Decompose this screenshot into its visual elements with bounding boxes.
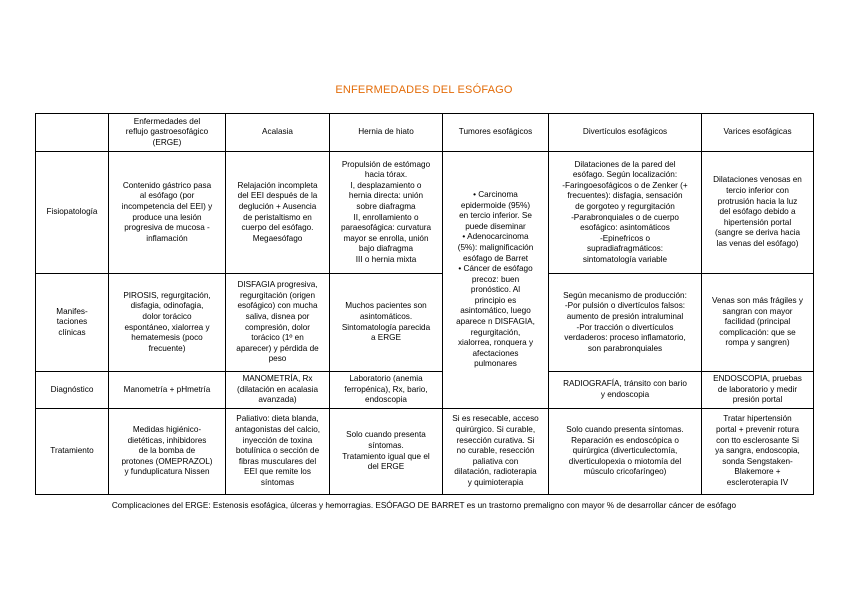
cell-fisio-varices bbox=[702, 152, 814, 274]
header-varices bbox=[702, 114, 814, 152]
cell-line: síntomas. bbox=[368, 440, 404, 450]
cell-line: progresiva de mucosa - bbox=[124, 223, 210, 233]
cell-line: sintomatología variable bbox=[582, 254, 668, 264]
cell-line: pulmonares bbox=[474, 359, 517, 369]
cell-line: Varices esofágicas bbox=[723, 127, 792, 137]
cell-line: III o hernia mixta bbox=[355, 254, 417, 264]
cell-line: Hernia de hiato bbox=[358, 127, 414, 137]
cell-diag-varices bbox=[702, 372, 814, 409]
cell-line: (dilatación en acalasia bbox=[236, 384, 318, 394]
cell-line: cuerpo del esófago. bbox=[241, 223, 314, 233]
cell-line: Según mecanismo de producción: bbox=[563, 290, 687, 300]
cell-line: xialorrea, ronquera y bbox=[457, 338, 534, 348]
cell-line: -Por tracción o divertículos bbox=[576, 322, 674, 332]
cell-line: de peristaltismo en bbox=[243, 212, 312, 222]
cell-line: portal + prevenir rotura bbox=[715, 425, 800, 435]
cell-line: endoscopia bbox=[365, 395, 407, 405]
cell-line: del ERGE bbox=[367, 462, 405, 472]
cell-line: no curable, resección bbox=[456, 446, 535, 456]
row-tratamiento bbox=[36, 409, 814, 495]
cell-line: sobre diafragma bbox=[356, 201, 416, 211]
cell-line: -Por pulsión o divertículos falsos: bbox=[564, 301, 686, 311]
cell-line: y funduplicatura Nissen bbox=[124, 467, 210, 477]
cell-line: ENDOSCOPIA, pruebas bbox=[713, 374, 802, 384]
cell-line: y endoscopia bbox=[600, 390, 650, 399]
cell-manif-acalasia bbox=[226, 274, 330, 372]
cell-line: las venas del esófago) bbox=[716, 238, 799, 248]
cell-manif-varices bbox=[702, 274, 814, 372]
cell-diag-diverticulos bbox=[549, 372, 702, 409]
cell-line: asintomático, luego bbox=[460, 306, 531, 316]
cell-line: botulínica o sección de bbox=[235, 446, 320, 456]
cell-line: complicación: que se bbox=[719, 327, 796, 337]
cell-line: dilatación, radioterapia bbox=[454, 467, 537, 477]
cell-line: aumento de presión intraluminal bbox=[566, 311, 684, 321]
row-manifestaciones bbox=[36, 274, 814, 372]
cell-line: Tumores esofágicos bbox=[458, 127, 533, 137]
cell-line: II, enrollamiento o bbox=[353, 212, 419, 222]
cell-line: Fisiopatología bbox=[46, 207, 98, 217]
cell-line: tercio inferior con bbox=[726, 186, 789, 196]
cell-trat-diverticulos bbox=[549, 409, 702, 495]
cell-line: Enfermedades del bbox=[133, 116, 201, 126]
cell-line: esófago de Barret bbox=[462, 253, 529, 263]
cell-line: mayor se enrolla, unión bbox=[343, 233, 429, 243]
row-label-manifestaciones bbox=[36, 274, 109, 372]
cell-line: Solo cuando presenta síntomas. bbox=[566, 425, 684, 435]
cell-line: • Carcinoma bbox=[473, 189, 518, 199]
cell-line: -Faringoesofágicos o de Zenker (+ bbox=[562, 180, 688, 190]
cell-line: Blakemore + bbox=[734, 467, 781, 477]
row-fisiopatologia bbox=[36, 152, 814, 274]
cell-line: supradiafragmáticos: bbox=[587, 244, 663, 254]
cell-fisio-diverticulos bbox=[549, 152, 702, 274]
cell-line: DISFAGIA progresiva, bbox=[237, 280, 318, 290]
cell-line: antagonistas del calcio, bbox=[234, 425, 321, 435]
cell-line: • Cáncer de esófago bbox=[458, 264, 533, 274]
cell-line: Divertículos esofágicos bbox=[582, 127, 668, 137]
header-acalasia bbox=[226, 114, 330, 152]
cell-line: disfagia, odinofagia, bbox=[130, 301, 204, 311]
cell-trat-erge bbox=[109, 409, 226, 495]
header-row bbox=[36, 114, 814, 152]
cell-line: a ERGE bbox=[370, 333, 402, 343]
cell-line: EEI que remite los bbox=[244, 467, 311, 477]
cell-line: de laboratorio y medir bbox=[717, 384, 798, 394]
cell-line: Laboratorio (anemia bbox=[349, 374, 423, 384]
cell-fisio-erge bbox=[109, 152, 226, 274]
cell-line: inyección de toxina bbox=[242, 435, 313, 445]
cell-line: (5%): malignificación bbox=[457, 242, 534, 252]
cell-line: Paliativo: dieta blanda, bbox=[236, 414, 319, 424]
cell-line: ya sangra, endoscopia, bbox=[715, 446, 800, 456]
cell-diag-erge bbox=[109, 372, 226, 409]
cell-line: RADIOGRAFÍA, tránsito con bario bbox=[563, 379, 687, 389]
cell-line: -Parabronquiales o de cuerpo bbox=[571, 212, 679, 222]
cell-line: hipertensión portal bbox=[723, 217, 792, 227]
header-empty-cell bbox=[36, 114, 109, 152]
cell-line: del esófago debido a bbox=[719, 207, 796, 217]
cell-tumores bbox=[443, 152, 549, 409]
cell-line: esófago. Según localización: bbox=[572, 170, 678, 180]
cell-line: aparece n DISFAGIA, bbox=[456, 317, 535, 327]
cell-line: dolor torácico bbox=[142, 311, 192, 321]
diseases-table bbox=[35, 113, 814, 495]
cell-line: incompetencia del EEI) y bbox=[121, 201, 213, 211]
cell-line: Si es resecable, acceso bbox=[452, 414, 539, 424]
cell-line: -Epinefricos o bbox=[599, 233, 651, 243]
cell-line: Tratar hipertensión bbox=[723, 414, 792, 424]
cell-line: Venas son más frágiles y bbox=[711, 296, 804, 306]
cell-line: reflujo gastroesofágico bbox=[125, 127, 209, 137]
row-label-diagnostico bbox=[36, 372, 109, 409]
cell-line: regurgitación, bbox=[470, 327, 521, 337]
cell-line: diverticulopexia o miotomía del bbox=[568, 456, 682, 466]
cell-line: Propulsión de estómago bbox=[341, 159, 431, 169]
cell-line: I, desplazamiento o bbox=[350, 180, 422, 190]
cell-line: Dilataciones de la pared del bbox=[574, 159, 676, 169]
cell-line: MANOMETRÍA, Rx bbox=[242, 374, 313, 384]
cell-line: Medidas higiénico- bbox=[132, 425, 202, 435]
cell-line: Diagnóstico bbox=[50, 384, 94, 394]
cell-line: protrusión hacia la luz bbox=[717, 196, 798, 206]
cell-line: esofágico: asintomáticos bbox=[580, 223, 670, 233]
cell-line: Tratamiento bbox=[50, 446, 94, 456]
cell-trat-tumores bbox=[443, 409, 549, 495]
page-title: ENFERMEDADES DEL ESÓFAGO bbox=[335, 84, 513, 96]
cell-line: (ERGE) bbox=[152, 137, 182, 147]
cell-line: paraesofágica: curvatura bbox=[340, 223, 432, 233]
cell-fisio-acalasia bbox=[226, 152, 330, 274]
cell-line: Contenido gástrico pasa bbox=[122, 180, 212, 190]
cell-line: produce una lesión bbox=[132, 212, 202, 222]
cell-line: peso bbox=[268, 354, 287, 364]
cell-line: quirúrgico. Si curable, bbox=[455, 425, 536, 435]
cell-line: de gorgoteo y regurgitación bbox=[575, 201, 675, 211]
row-label-tratamiento bbox=[36, 409, 109, 495]
cell-line: sangran con mayor bbox=[722, 306, 793, 316]
row-label-fisiopatologia bbox=[36, 152, 109, 274]
cell-line: rompa y sangren) bbox=[725, 338, 790, 348]
cell-line: Sintomatología parecida bbox=[341, 322, 431, 332]
cell-line: frecuentes): disfagia, sensación bbox=[567, 191, 683, 201]
cell-line: Relajación incompleta bbox=[237, 180, 318, 190]
cell-line: con tto esclerosante Si bbox=[716, 435, 799, 445]
cell-line: • Adenocarcinoma bbox=[462, 232, 529, 242]
cell-line: Solo cuando presenta bbox=[346, 430, 426, 440]
cell-line: aparecer) y pérdida de bbox=[236, 343, 319, 353]
row-diagnostico bbox=[36, 372, 814, 409]
cell-line: dietéticas, inhibidores bbox=[127, 435, 207, 445]
cell-manif-hernia bbox=[330, 274, 443, 372]
cell-manif-erge bbox=[109, 274, 226, 372]
cell-line: facilidad (principal bbox=[724, 317, 791, 327]
cell-line: hernia directa: unión bbox=[348, 191, 424, 201]
cell-line: Manometría + pHmetría bbox=[123, 384, 211, 394]
cell-line: fibras musculares del bbox=[238, 456, 317, 466]
cell-line: Megaesófago bbox=[252, 233, 303, 243]
cell-line: hacia tórax. bbox=[364, 170, 408, 180]
cell-line: afectaciones bbox=[472, 348, 519, 358]
cell-line: esofágico) con mucha bbox=[237, 301, 318, 311]
cell-line: Dilataciones venosas en bbox=[713, 175, 802, 185]
cell-line: quirúrgica (diverticulectomía, bbox=[572, 446, 678, 456]
cell-line: escleroterapia IV bbox=[726, 477, 789, 487]
cell-line: son parabronquiales bbox=[587, 343, 663, 353]
cell-line: síntomas bbox=[260, 477, 295, 487]
cell-line: PIROSIS, regurgitación, bbox=[123, 290, 211, 300]
cell-line: y quimioterapia bbox=[467, 477, 524, 487]
cell-line: del EEI después de la bbox=[237, 191, 318, 201]
cell-line: compresión, dolor bbox=[244, 322, 311, 332]
cell-line: presión portal bbox=[732, 395, 783, 405]
header-erge bbox=[109, 114, 226, 152]
cell-line: puede diseminar bbox=[465, 221, 526, 231]
cell-line: (sangre se deriva hacia bbox=[714, 228, 801, 238]
cell-line: verdaderos: proceso inflamatorio, bbox=[564, 333, 686, 343]
cell-line: epidermoide (95%) bbox=[460, 200, 531, 210]
cell-line: torácico (1º en bbox=[251, 333, 304, 343]
cell-line: protones (OMEPRAZOL) bbox=[121, 456, 213, 466]
cell-trat-acalasia bbox=[226, 409, 330, 495]
cell-fisio-hernia bbox=[330, 152, 443, 274]
cell-line: avanzada) bbox=[258, 395, 297, 405]
cell-line: pronóstico. Al bbox=[470, 285, 521, 295]
cell-manif-diverticulos bbox=[549, 274, 702, 372]
cell-line: Muchos pacientes son bbox=[345, 301, 427, 311]
cell-trat-varices bbox=[702, 409, 814, 495]
cell-line: clínicas bbox=[58, 327, 86, 337]
cell-line: deglución + Ausencia bbox=[238, 201, 317, 211]
cell-line: espontáneo, xialorrea y bbox=[124, 322, 210, 332]
cell-line: taciones bbox=[56, 317, 88, 327]
cell-line: músculo cricofaríngeo) bbox=[583, 467, 667, 477]
cell-line: saliva, disnea por bbox=[245, 311, 310, 321]
cell-line: resección curativa. Si bbox=[456, 435, 535, 445]
cell-line: regurgitación (origen bbox=[239, 290, 316, 300]
cell-line: frecuente) bbox=[148, 343, 186, 353]
cell-line: al esófago (por bbox=[139, 191, 195, 201]
header-diverticulos bbox=[549, 114, 702, 152]
cell-diag-hernia bbox=[330, 372, 443, 409]
cell-line: de la bomba de bbox=[138, 446, 196, 456]
cell-line: inflamación bbox=[146, 233, 188, 243]
cell-line: asintomáticos. bbox=[359, 311, 413, 321]
cell-line: hematemesis (poco bbox=[131, 333, 203, 343]
cell-line: ferropénica), Rx, bario, bbox=[344, 384, 428, 394]
cell-line: Reparación es endoscópica o bbox=[571, 435, 679, 445]
cell-line: precoz: buen bbox=[471, 274, 520, 284]
cell-line: Manifes- bbox=[56, 306, 88, 316]
cell-line: paliativa con bbox=[472, 456, 519, 466]
cell-diag-acalasia bbox=[226, 372, 330, 409]
header-hernia bbox=[330, 114, 443, 152]
cell-trat-hernia bbox=[330, 409, 443, 495]
cell-line: principio es bbox=[474, 295, 517, 305]
header-tumores bbox=[443, 114, 549, 152]
cell-line: Tratamiento igual que el bbox=[342, 451, 430, 461]
cell-line: bajo diafragma bbox=[358, 244, 414, 254]
cell-line: sonda Sengstaken- bbox=[722, 456, 793, 466]
cell-line: Acalasia bbox=[262, 127, 293, 137]
cell-line: en tercio inferior. Se bbox=[459, 211, 532, 221]
footer-note: Complicaciones del ERGE: Estenosis esofágica, úlceras y hemorragias. ESÓFAGO DE BARRET es un trastorno premaligno con mayor % de desarrollar cáncer de esófago bbox=[111, 501, 737, 510]
